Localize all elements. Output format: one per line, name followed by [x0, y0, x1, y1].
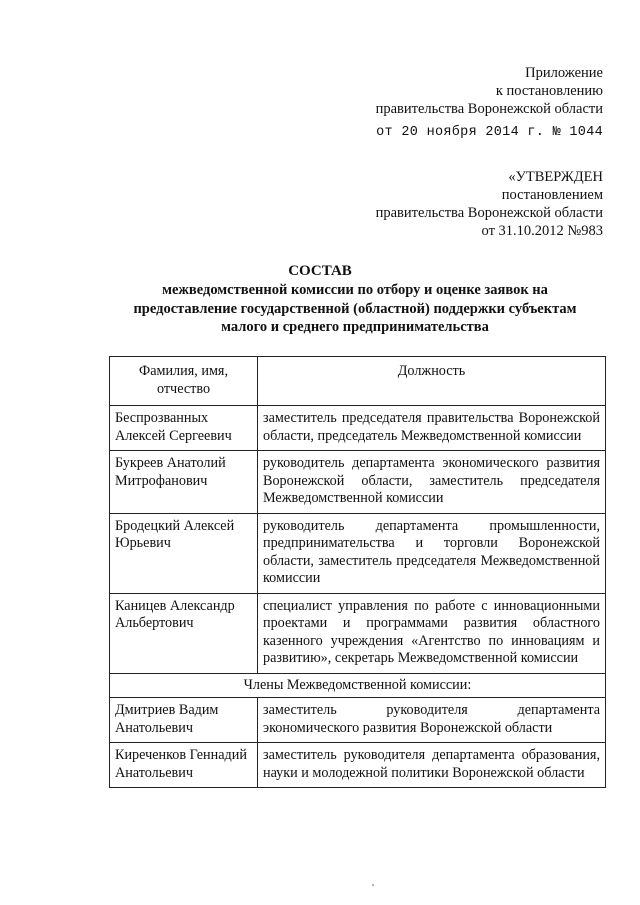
approval-line-4: от 31.10.2012 №983 [481, 223, 603, 239]
appendix-line-3: правительства Воронежской области [375, 101, 603, 117]
member-name: Киреченков Геннадий Анатольевич [110, 743, 258, 788]
document-subtitle: межведомственной комиссии по отбору и оценке заявок на предоставление государственной (областной) поддержки субъектам малого и среднего предпринимательства [133, 282, 577, 335]
table-row [110, 698, 606, 743]
member-position: специалист управления по работе с инновационными проектами и программами развития областного казенного учреждения «Агентство по инновациям и развитию», секретарь Межведомственной комиссии [258, 593, 606, 673]
member-position: заместитель руководителя департамента экономического развития Воронежской области [258, 698, 606, 743]
member-name: Каницев Александр Альбертович [110, 593, 258, 673]
member-position: заместитель председателя правительства Воронежской области, председатель Межведомственной комиссии [258, 406, 606, 451]
scan-speck [372, 884, 374, 886]
members-section-label: Члены Межведомственной комиссии: [110, 673, 606, 698]
member-position: руководитель департамента промышленности, предпринимательства и торговли Воронежской области, заместитель председателя Межведомственной комиссии [258, 513, 606, 593]
appendix-block [376, 64, 603, 142]
table-row [110, 451, 606, 514]
header-name: Фамилия, имя, отчество [110, 357, 258, 406]
table-row [110, 593, 606, 673]
table-row [110, 513, 606, 593]
table-row [110, 406, 606, 451]
header-position: Должность [258, 357, 606, 406]
appendix-line-1: Приложение [525, 65, 603, 81]
document-title: СОСТАВ [288, 263, 352, 279]
member-name: Беспрозванных Алексей Сергеевич [110, 406, 258, 451]
approval-line-1: «УТВЕРЖДЕН [508, 169, 603, 185]
table-row [110, 743, 606, 788]
member-name: Бродецкий Алексей Юрьевич [110, 513, 258, 593]
appendix-line-2: к постановлению [495, 83, 603, 99]
member-position: руководитель департамента экономического развития Воронежской области, заместитель председателя Межведомственной комиссии [258, 451, 606, 514]
members-section-row [110, 673, 606, 698]
resolution-date-stamp: от 20 ноября 2014 г. № 1044 [376, 125, 603, 140]
approval-block [376, 168, 603, 240]
member-position: заместитель руководителя департамента образования, науки и молодежной политики Воронежской области [258, 743, 606, 788]
approval-line-2: постановлением [501, 187, 603, 203]
approval-line-3: правительства Воронежской области [375, 205, 603, 221]
member-name: Дмитриев Вадим Анатольевич [110, 698, 258, 743]
commission-table [109, 356, 606, 788]
member-name: Букреев Анатолий Митрофанович [110, 451, 258, 514]
table-header-row [110, 357, 606, 406]
